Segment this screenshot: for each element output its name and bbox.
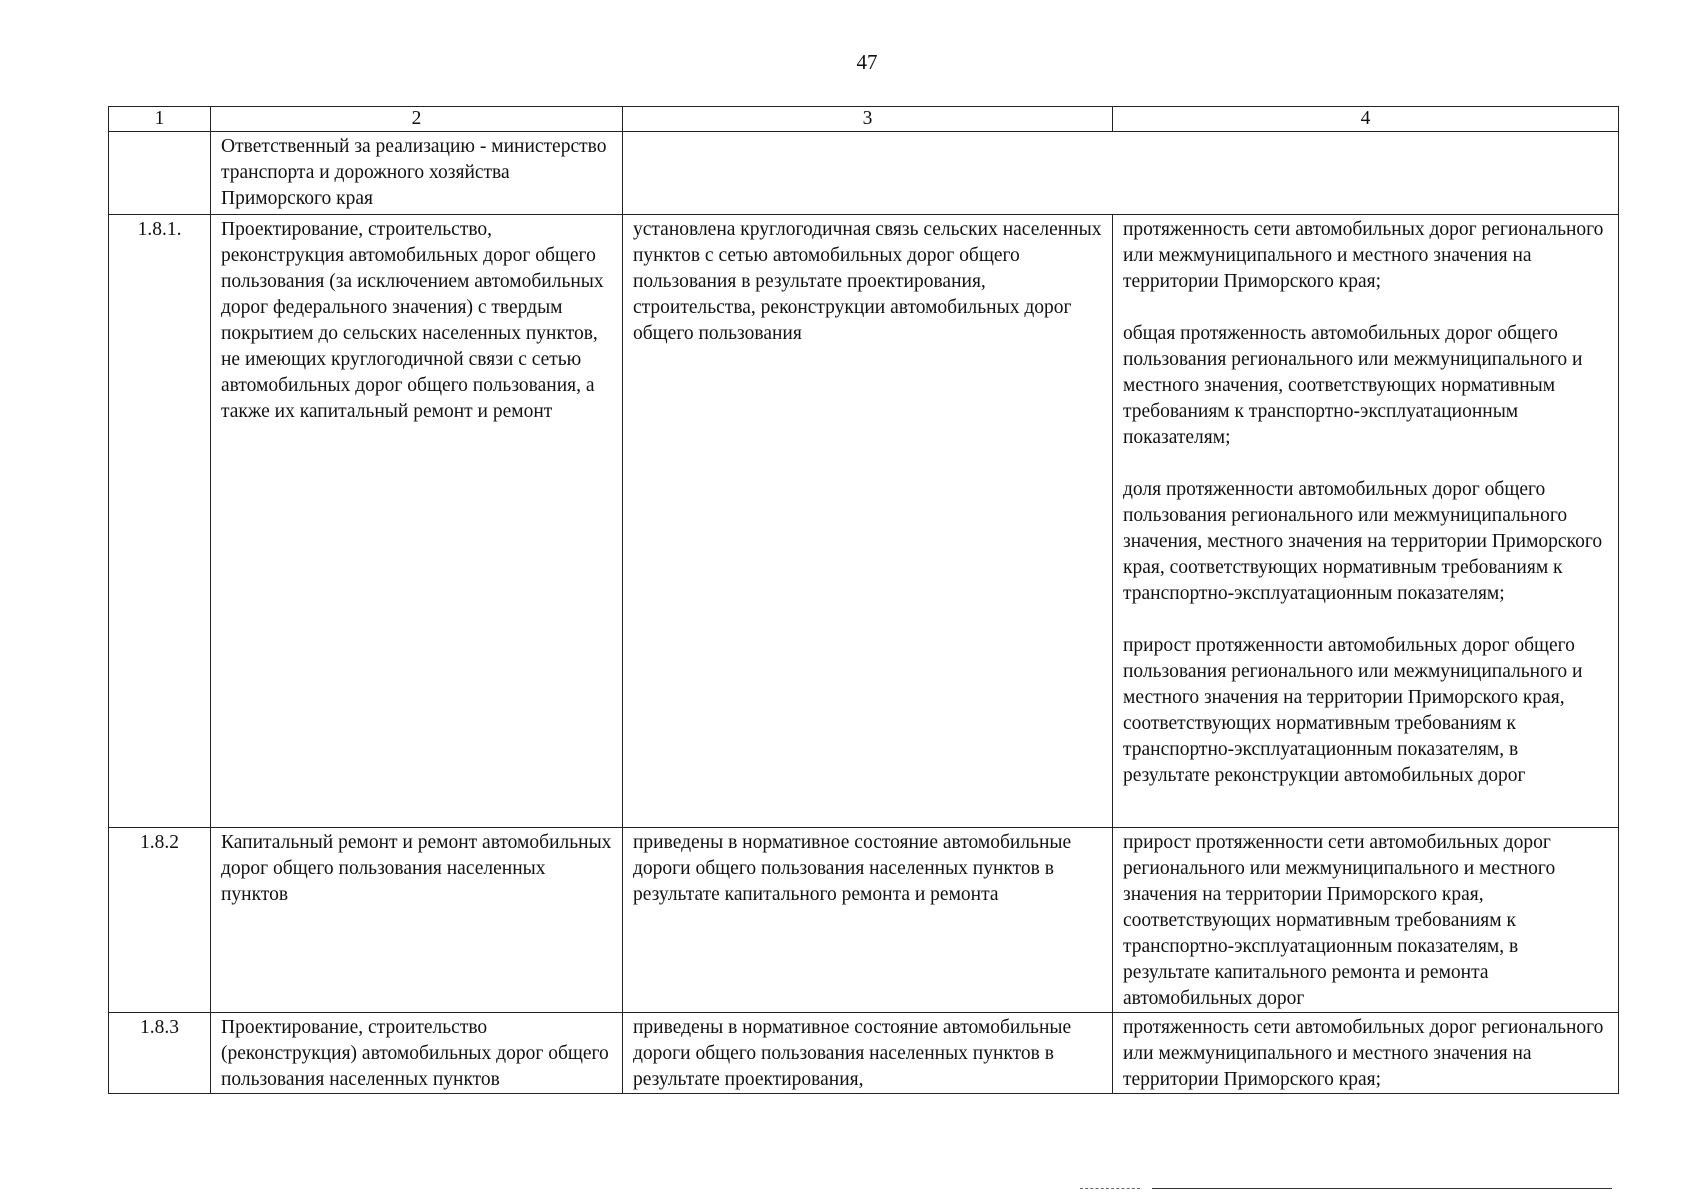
result-cell: приведены в нормативное состояние автомобильные дороги общего пользования населенных пунктов в результате проектирования, bbox=[623, 1013, 1113, 1094]
table-row bbox=[109, 215, 1619, 828]
indicators-cell bbox=[1113, 215, 1619, 828]
header-cell-1: 1 bbox=[109, 107, 211, 132]
row-number: 1.8.1. bbox=[109, 215, 211, 828]
indicators-cell bbox=[1113, 1013, 1619, 1094]
activity-cell: Капитальный ремонт и ремонт автомобильных дорог общего пользования населенных пунктов bbox=[211, 828, 623, 1013]
activity-cell: Проектирование, строительство, реконструкция автомобильных дорог общего пользования (за исключением автомобильных дорог федерального значения) с твердым покрытием до сельских населенных пунктов, не имеющих круглогодичной связи с сетью автомобильных дорог общего пользования, а также их капитальный ремонт и ремонт bbox=[211, 215, 623, 828]
indicator-item: протяженность сети автомобильных дорог регионального или межмуниципального и местного значения на территории Приморского края; bbox=[1123, 1017, 1604, 1090]
result-cell: установлена круглогодичная связь сельских населенных пунктов с сетью автомобильных дорог общего пользования в результате проектирования, строительства, реконструкции автомобильных дорог общего пользования bbox=[623, 215, 1113, 828]
responsible-cell: Ответственный за реализацию - министерство транспорта и дорожного хозяйства Приморского края bbox=[211, 132, 623, 215]
responsible-num-cell bbox=[109, 132, 211, 215]
indicator-item: доля протяженности автомобильных дорог общего пользования регионального или межмуниципального значения, местного значения на территории Приморского края, соответствующих нормативным требованиям к транспортно-эксплуатационным показателям; bbox=[1123, 479, 1603, 604]
row-number: 1.8.3 bbox=[109, 1013, 211, 1094]
activity-cell: Проектирование, строительство (реконструкция) автомобильных дорог общего пользования населенных пунктов bbox=[211, 1013, 623, 1094]
footer-dash-line bbox=[1080, 1188, 1140, 1189]
program-table bbox=[108, 106, 1619, 1094]
page-number: 47 bbox=[856, 50, 878, 74]
header-cell-4: 4 bbox=[1113, 107, 1619, 132]
table-row bbox=[109, 1013, 1619, 1094]
indicator-item: прирост протяженности сети автомобильных дорог регионального или межмуниципального и местного значения на территории Приморского края, соответствующих нормативным требованиям к транспортно-эксплуатационным показателям, в результате капитального ремонта и ремонта автомобильных дорог bbox=[1123, 832, 1556, 1009]
result-cell: приведены в нормативное состояние автомобильные дороги общего пользования населенных пунктов в результате капитального ремонта и ремонта bbox=[623, 828, 1113, 1013]
responsible-row bbox=[109, 132, 1619, 215]
indicator-item: протяженность сети автомобильных дорог регионального или межмуниципального и местного значения на территории Приморского края; bbox=[1123, 219, 1604, 292]
table-header-row bbox=[109, 107, 1619, 132]
indicator-item: общая протяженность автомобильных дорог общего пользования регионального или межмуниципального и местного значения, соответствующих нормативным требованиям к транспортно-эксплуатационным показателям; bbox=[1123, 323, 1583, 448]
header-cell-3: 3 bbox=[623, 107, 1113, 132]
table-row bbox=[109, 828, 1619, 1013]
row-number: 1.8.2 bbox=[109, 828, 211, 1013]
responsible-empty-cell bbox=[623, 132, 1619, 215]
indicator-item: прирост протяженности автомобильных дорог общего пользования регионального или межмуниципального и местного значения на территории Приморского края, соответствующих нормативным требованиям к транспортно-эксплуатационным показателям, в результате реконструкции автомобильных дорог bbox=[1123, 635, 1583, 786]
header-cell-2: 2 bbox=[211, 107, 623, 132]
indicators-cell bbox=[1113, 828, 1619, 1013]
footer-rule bbox=[1152, 1188, 1612, 1189]
